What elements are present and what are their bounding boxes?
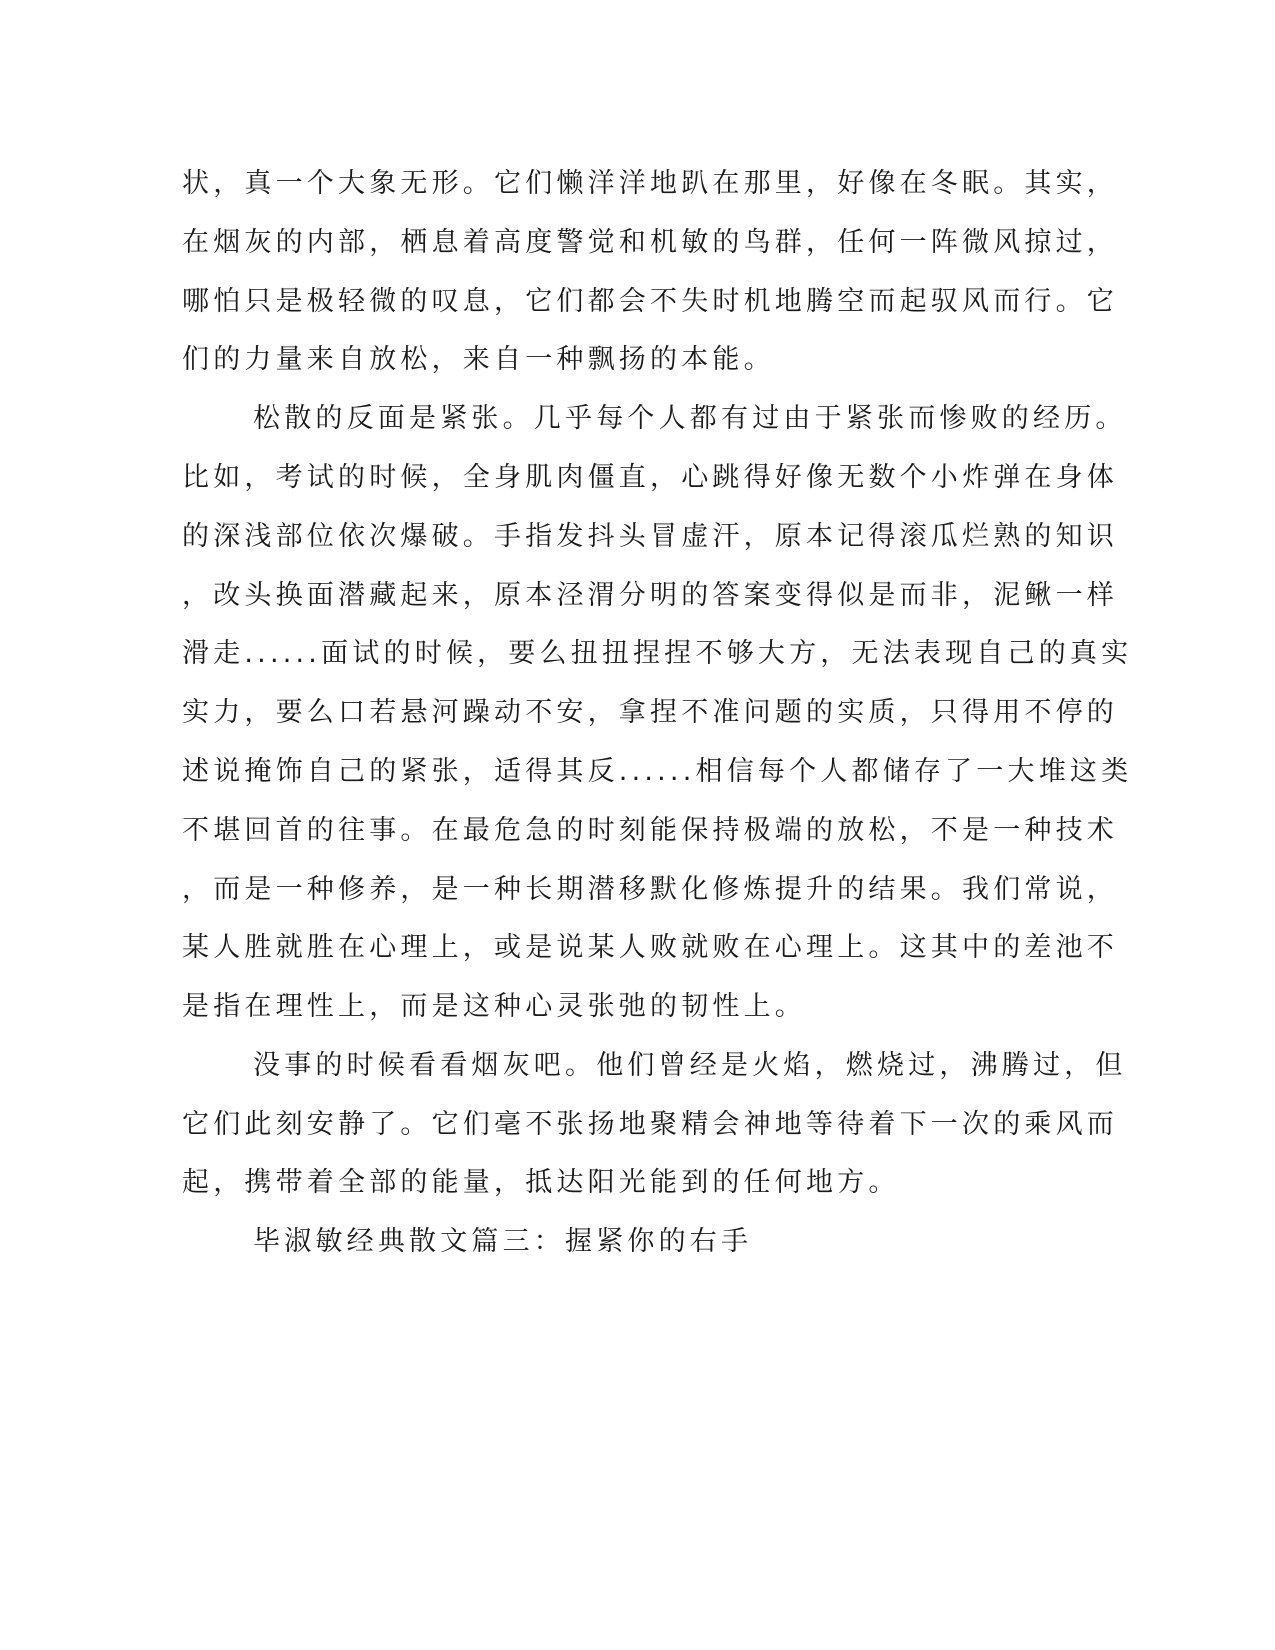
text-line: 状，真一个大象无形。它们懒洋洋地趴在那里，好像在冬眠。其实， xyxy=(182,168,1118,199)
text-line: 它们此刻安静了。它们毫不张扬地聚精会神地等待着下一次的乘风而 xyxy=(182,1109,1118,1140)
text-line: 们的力量来自放松，来自一种飘扬的本能。 xyxy=(182,344,775,375)
paragraph-start: 松散的反面是紧张。几乎每个人都有过由于紧张而惨败的经历。 xyxy=(253,403,1127,434)
text-line: 在烟灰的内部，栖息着高度警觉和机敏的鸟群，任何一阵微风掠过， xyxy=(182,227,1118,258)
paragraph-start: 没事的时候看看烟灰吧。他们曾经是火焰，燃烧过，沸腾过，但 xyxy=(253,1050,1127,1081)
text-line: 不堪回首的往事。在最危急的时刻能保持极端的放松，不是一种技术 xyxy=(182,815,1118,846)
text-line: 哪怕只是极轻微的叹息，它们都会不失时机地腾空而起驭风而行。它 xyxy=(182,286,1118,317)
text-line: 起，携带着全部的能量，抵达阳光能到的任何地方。 xyxy=(182,1167,900,1198)
text-line: 比如，考试的时候，全身肌肉僵直，心跳得好像无数个小炸弹在身体 xyxy=(182,462,1118,493)
text-line: 滑走......面试的时候，要么扭扭捏捏不够大方，无法表现自己的真实 xyxy=(182,638,1133,669)
text-line: 述说掩饰自己的紧张，适得其反......相信每个人都储存了一大堆这类 xyxy=(182,756,1133,787)
text-line: 是指在理性上，而是这种心灵张弛的韧性上。 xyxy=(182,991,806,1022)
text-line: 实力，要么口若悬河躁动不安，拿捏不准问题的实质，只得用不停的 xyxy=(182,697,1118,728)
text-line: 某人胜就胜在心理上，或是说某人败就败在心理上。这其中的差池不 xyxy=(182,932,1118,963)
text-line: 的深浅部位依次爆破。手指发抖头冒虚汗，原本记得滚瓜烂熟的知识 xyxy=(182,521,1118,552)
text-line: ，改头换面潜藏起来，原本泾渭分明的答案变得似是而非，泥鳅一样 xyxy=(182,580,1118,611)
text-line: ，而是一种修养，是一种长期潜移默化修炼提升的结果。我们常说， xyxy=(182,874,1118,905)
section-heading: 毕淑敏经典散文篇三：握紧你的右手 xyxy=(253,1226,753,1257)
